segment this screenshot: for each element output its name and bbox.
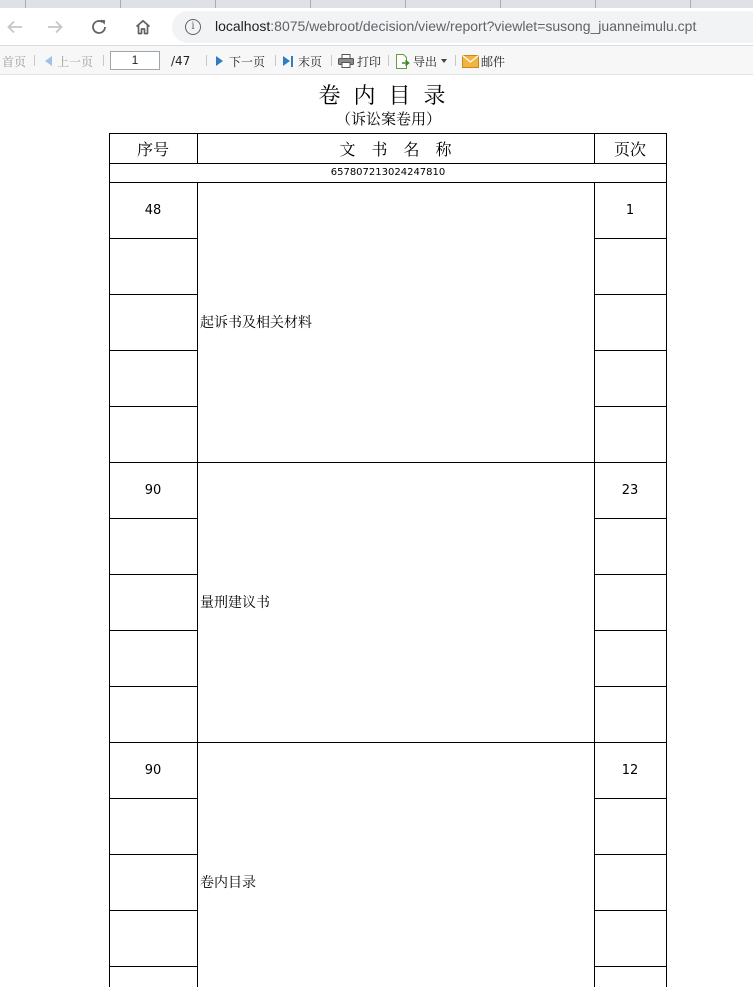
next-page-label: 下一页 xyxy=(229,54,266,69)
table-rule xyxy=(109,686,198,687)
table-rule xyxy=(594,182,595,987)
column-header-name: 文 书 名 称 xyxy=(339,139,452,159)
table-rule xyxy=(109,133,110,163)
table-rule xyxy=(109,238,198,239)
export-button[interactable] xyxy=(395,53,447,69)
table-rule xyxy=(109,798,198,799)
row-page: 23 xyxy=(621,482,639,498)
table-rule xyxy=(109,406,198,407)
table-rule xyxy=(594,966,667,967)
table-rule xyxy=(594,854,667,855)
table-rule xyxy=(109,182,110,987)
document-name: 量刑建议书 xyxy=(200,595,270,611)
table-rule xyxy=(109,163,110,182)
last-page-button[interactable] xyxy=(283,53,322,69)
table-rule xyxy=(594,238,667,239)
chevron-down-icon xyxy=(441,59,447,63)
table-rule xyxy=(666,182,667,987)
report-page xyxy=(0,75,753,987)
column-header-page: 页次 xyxy=(613,139,646,159)
table-rule xyxy=(594,294,667,295)
table-rule xyxy=(594,406,667,407)
url-text[interactable] xyxy=(215,18,696,34)
report-subtitle: （诉讼案卷用） xyxy=(335,110,441,128)
table-rule xyxy=(109,910,198,911)
table-rule xyxy=(109,294,198,295)
column-header-seq: 序号 xyxy=(136,139,169,159)
table-rule xyxy=(109,163,667,164)
last-page-icon xyxy=(283,56,293,67)
home-icon[interactable] xyxy=(128,12,158,42)
table-rule xyxy=(594,133,595,163)
document-name: 起诉书及相关材料 xyxy=(200,315,312,331)
table-rule xyxy=(594,686,667,687)
report-title: 卷内目录 xyxy=(318,84,459,109)
table-rule xyxy=(594,350,667,351)
table-rule xyxy=(109,182,667,183)
table-rule xyxy=(109,350,198,351)
url-path: :8075/webroot/decision/view/report?viewlet=susong_juanneimulu.cpt xyxy=(270,18,697,34)
table-rule xyxy=(109,742,667,743)
row-seq: 48 xyxy=(144,202,162,218)
url-field[interactable] xyxy=(172,11,753,43)
next-page-button[interactable] xyxy=(216,53,265,69)
row-page: 1 xyxy=(625,202,635,218)
mail-label: 邮件 xyxy=(481,54,506,69)
row-seq: 90 xyxy=(144,482,162,498)
table-rule xyxy=(197,182,198,987)
print-label: 打印 xyxy=(357,54,382,69)
case-code: 657807213024247810 xyxy=(330,167,446,178)
table-rule xyxy=(594,630,667,631)
mail-icon xyxy=(462,55,479,68)
table-rule xyxy=(109,854,198,855)
toolbar-divider xyxy=(331,55,332,66)
export-icon xyxy=(395,54,410,69)
reload-icon[interactable] xyxy=(84,12,114,42)
table-rule xyxy=(109,462,667,463)
print-button[interactable] xyxy=(338,53,381,69)
forward-arrow-icon[interactable] xyxy=(40,12,70,42)
total-pages-label: /47 xyxy=(171,54,191,68)
toolbar-divider xyxy=(275,55,276,66)
export-label: 导出 xyxy=(413,54,438,69)
table-rule xyxy=(594,574,667,575)
first-page-button[interactable] xyxy=(2,53,26,69)
table-rule xyxy=(109,518,198,519)
prev-page-label: 上一页 xyxy=(57,54,94,69)
toolbar-divider xyxy=(206,55,207,66)
table-rule xyxy=(666,163,667,182)
last-page-label: 末页 xyxy=(298,54,323,69)
prev-page-icon xyxy=(45,56,52,66)
back-arrow-icon[interactable] xyxy=(0,12,30,42)
tab-strip xyxy=(0,0,753,8)
next-page-icon xyxy=(216,56,223,66)
url-host: localhost xyxy=(215,18,271,34)
document-name: 卷内目录 xyxy=(200,875,256,891)
toolbar-divider xyxy=(34,55,35,66)
table-rule xyxy=(109,630,198,631)
report-toolbar xyxy=(0,46,753,75)
toolbar-divider xyxy=(103,55,104,66)
row-page: 12 xyxy=(621,762,639,778)
prev-page-button[interactable] xyxy=(45,53,93,69)
toolbar-divider xyxy=(388,55,389,66)
table-rule xyxy=(109,574,198,575)
total-pages xyxy=(171,53,190,69)
table-rule xyxy=(666,133,667,163)
table-rule xyxy=(594,518,667,519)
table-rule xyxy=(109,133,667,134)
browser-address-bar xyxy=(0,8,753,46)
table-rule xyxy=(594,910,667,911)
table-rule xyxy=(197,133,198,163)
row-seq: 90 xyxy=(144,762,162,778)
table-rule xyxy=(594,798,667,799)
info-icon[interactable]: i xyxy=(185,19,201,35)
first-page-label: 首页 xyxy=(2,54,27,69)
table-rule xyxy=(109,966,198,967)
mail-button[interactable] xyxy=(462,53,505,69)
print-icon xyxy=(338,54,354,68)
toolbar-divider xyxy=(455,55,456,66)
page-number-input[interactable]: 1 xyxy=(110,51,160,70)
